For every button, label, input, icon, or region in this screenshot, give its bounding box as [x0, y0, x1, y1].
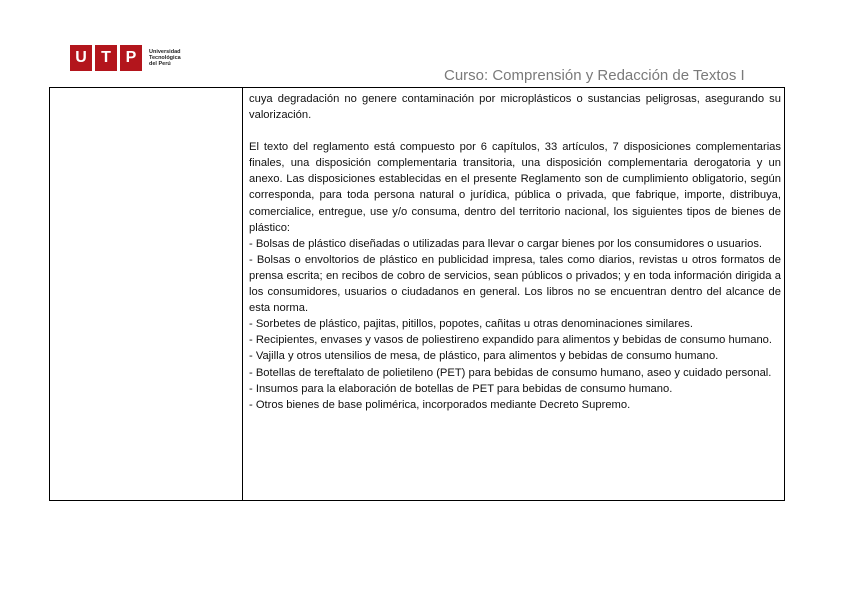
list-item: - Bolsas de plástico diseñadas o utilizadas para llevar o cargar bienes por los consumidores o usuarios.: [249, 237, 763, 250]
table-content-cell: [249, 91, 781, 413]
document-table: [49, 87, 785, 501]
logo-university-name: [149, 49, 181, 67]
table-left-cell: [50, 88, 243, 500]
list-item: - Vajilla y otros utensilios de mesa, de plástico, para alimentos y bebidas de consumo humano.: [249, 350, 719, 363]
paragraph-spacer: [249, 123, 781, 139]
list-item: - Otros bienes de base polimérica, incorporados mediante Decreto Supremo.: [249, 398, 631, 411]
logo-letter-t: T: [95, 45, 117, 71]
list-item: - Recipientes, envases y vasos de poliestireno expandido para alimentos y bebidas de consumo humano.: [249, 334, 773, 347]
list-item: - Bolsas o envoltorios de plástico en publicidad impresa, tales como diarios, revistas u otros formatos de prensa escrita; en recibos de cobro de servicios, sean públicos o privados; y en toda información dirigida a los consumidores, usuarios o ciudadanos en general. Los libros no se encuentran dentro del alcance de esta norma.: [249, 253, 781, 315]
list-item: - Botellas de tereftalato de polietileno (PET) para bebidas de consumo humano, aseo y cuidado personal.: [249, 366, 772, 379]
utp-logo: [70, 45, 181, 71]
list-item: - Insumos para la elaboración de botellas de PET para bebidas de consumo humano.: [249, 382, 673, 395]
logo-letter-u: U: [70, 45, 92, 71]
logo-text-line-2: Tecnológica: [149, 55, 181, 61]
paragraph-continuation: cuya degradación no genere contaminación por microplásticos o sustancias peligrosas, asegurando su valorización.: [249, 93, 781, 122]
course-title: Curso: Comprensión y Redacción de Textos I: [444, 67, 745, 84]
logo-text-line-1: Universidad: [149, 49, 181, 55]
paragraph-regulation-structure: El texto del reglamento está compuesto por 6 capítulos, 33 artículos, 7 disposiciones complementarias finales, una disposición complementaria transitoria, una disposición complementaria derogatoria y un anexo. Las disposiciones establecidas en el presente Reglamento son de cumplimiento obligatorio, según corresponda, para toda persona natural o jurídica, pública o privada, que fabrique, importe, distribuya, comercialice, entregue, use y/o consuma, dentro del territorio nacional, los siguientes tipos de bienes de plástico:: [249, 141, 781, 234]
list-item: - Sorbetes de plástico, pajitas, pitillos, popotes, cañitas u otras denominaciones similares.: [249, 318, 693, 331]
logo-letter-p: P: [120, 45, 142, 71]
logo-text-line-3: del Perú: [149, 61, 171, 67]
